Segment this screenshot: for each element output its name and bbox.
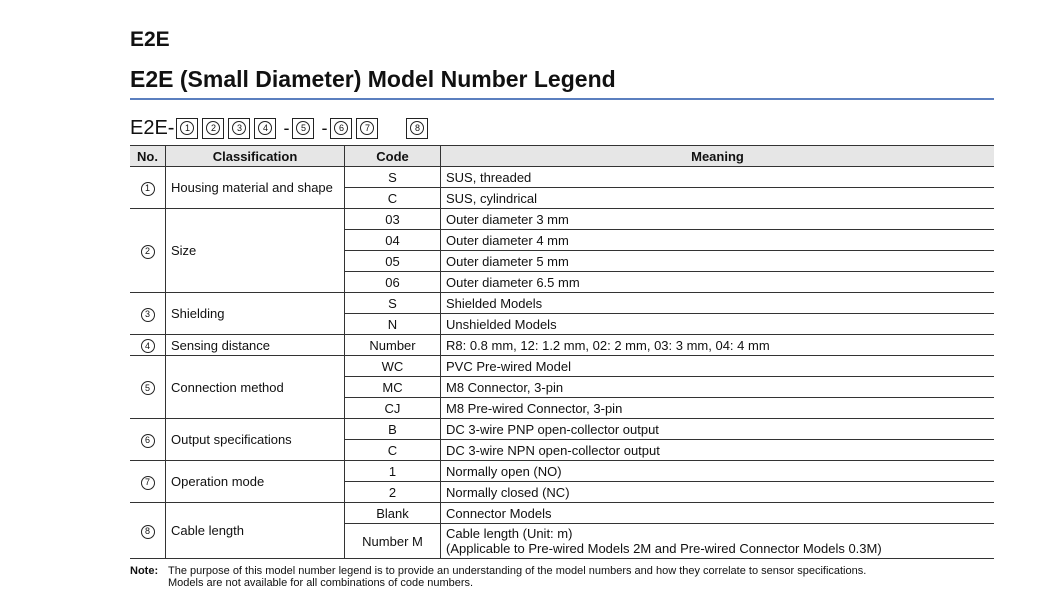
code-cell: 05 xyxy=(345,251,441,272)
meaning-cell: M8 Pre-wired Connector, 3-pin xyxy=(441,398,995,419)
code-cell: Blank xyxy=(345,503,441,524)
meaning-cell: DC 3-wire NPN open-collector output xyxy=(441,440,995,461)
model-prefix: E2E- xyxy=(130,116,175,139)
slot-number: 8 xyxy=(410,121,424,135)
header-meaning: Meaning xyxy=(441,146,995,167)
header-code: Code xyxy=(345,146,441,167)
note-label: Note: xyxy=(130,565,159,577)
code-cell: B xyxy=(345,419,441,440)
meaning-cell: Connector Models xyxy=(441,503,995,524)
model-slot-8 xyxy=(406,118,428,139)
model-slot-1 xyxy=(176,118,198,139)
row-number xyxy=(130,419,166,461)
code-cell: S xyxy=(345,293,441,314)
slot-number: 7 xyxy=(360,121,374,135)
model-slot-6 xyxy=(330,118,352,139)
classification-cell: Size xyxy=(166,209,345,293)
header-no: No. xyxy=(130,146,166,167)
slot-number: 1 xyxy=(180,121,194,135)
slot-number: 6 xyxy=(334,121,348,135)
classification-cell: Shielding xyxy=(166,293,345,335)
table-row xyxy=(130,293,994,314)
table-row xyxy=(130,209,994,230)
meaning-cell: SUS, threaded xyxy=(441,167,995,188)
group-number: 7 xyxy=(141,476,155,490)
table-row xyxy=(130,167,994,188)
code-cell: WC xyxy=(345,356,441,377)
group-number: 8 xyxy=(141,525,155,539)
meaning-subtext: (Applicable to Pre-wired Models 2M and Pre-wired Connector Models 0.3M) xyxy=(446,541,882,556)
table-row xyxy=(130,461,994,482)
meaning-cell: DC 3-wire PNP open-collector output xyxy=(441,419,995,440)
group-number: 6 xyxy=(141,434,155,448)
meaning-cell: Normally open (NO) xyxy=(441,461,995,482)
classification-cell: Cable length xyxy=(166,503,345,559)
group-number: 2 xyxy=(141,245,155,259)
code-cell: N xyxy=(345,314,441,335)
table-row xyxy=(130,419,994,440)
note-text xyxy=(168,565,866,589)
row-number xyxy=(130,461,166,503)
title-divider xyxy=(130,98,994,100)
classification-cell: Operation mode xyxy=(166,461,345,503)
model-separator: - xyxy=(321,117,328,138)
model-number-format xyxy=(130,116,432,140)
note-line-1: The purpose of this model number legend is to provide an understanding of the model numbers and how they correlate to sensor specifications. xyxy=(168,565,867,577)
code-cell: 1 xyxy=(345,461,441,482)
meaning-cell xyxy=(441,524,995,559)
table-header-row xyxy=(130,146,994,167)
meaning-cell: Shielded Models xyxy=(441,293,995,314)
classification-cell: Connection method xyxy=(166,356,345,419)
slot-number: 5 xyxy=(296,121,310,135)
model-separator: - xyxy=(283,117,290,138)
model-legend-table xyxy=(130,145,994,559)
code-cell: Number M xyxy=(345,524,441,559)
slot-number: 3 xyxy=(232,121,246,135)
row-number xyxy=(130,167,166,209)
code-cell: CJ xyxy=(345,398,441,419)
meaning-cell: Outer diameter 3 mm xyxy=(441,209,995,230)
row-number xyxy=(130,293,166,335)
classification-cell: Housing material and shape xyxy=(166,167,345,209)
code-cell: MC xyxy=(345,377,441,398)
meaning-cell: R8: 0.8 mm, 12: 1.2 mm, 02: 2 mm, 03: 3 mm, 04: 4 mm xyxy=(441,335,995,356)
classification-cell: Sensing distance xyxy=(166,335,345,356)
group-number: 3 xyxy=(141,308,155,322)
meaning-cell: PVC Pre-wired Model xyxy=(441,356,995,377)
table-row xyxy=(130,356,994,377)
code-cell: 06 xyxy=(345,272,441,293)
group-number: 4 xyxy=(141,339,155,353)
code-cell: 03 xyxy=(345,209,441,230)
model-slot-4 xyxy=(254,118,276,139)
model-slot-3 xyxy=(228,118,250,139)
meaning-text: Cable length (Unit: m) xyxy=(446,526,573,541)
page-title: E2E (Small Diameter) Model Number Legend xyxy=(130,66,616,92)
footnote xyxy=(130,565,866,589)
group-number: 5 xyxy=(141,381,155,395)
header-classification: Classification xyxy=(166,146,345,167)
meaning-cell: M8 Connector, 3-pin xyxy=(441,377,995,398)
code-cell: Number xyxy=(345,335,441,356)
code-cell: C xyxy=(345,188,441,209)
meaning-cell: Outer diameter 5 mm xyxy=(441,251,995,272)
meaning-cell: Outer diameter 6.5 mm xyxy=(441,272,995,293)
meaning-cell: Unshielded Models xyxy=(441,314,995,335)
model-slot-5 xyxy=(292,118,314,139)
model-slot-2 xyxy=(202,118,224,139)
note-line-2: Models are not available for all combinations of code numbers. xyxy=(168,577,474,589)
table-row xyxy=(130,503,994,524)
meaning-cell: SUS, cylindrical xyxy=(441,188,995,209)
slot-number: 4 xyxy=(258,121,272,135)
code-cell: 04 xyxy=(345,230,441,251)
meaning-cell: Outer diameter 4 mm xyxy=(441,230,995,251)
slot-number: 2 xyxy=(206,121,220,135)
code-cell: 2 xyxy=(345,482,441,503)
model-slot-7 xyxy=(356,118,378,139)
meaning-cell: Normally closed (NC) xyxy=(441,482,995,503)
table-row xyxy=(130,335,994,356)
row-number xyxy=(130,335,166,356)
code-cell: S xyxy=(345,167,441,188)
group-number: 1 xyxy=(141,182,155,196)
row-number xyxy=(130,356,166,419)
series-heading: E2E xyxy=(130,28,170,51)
row-number xyxy=(130,209,166,293)
code-cell: C xyxy=(345,440,441,461)
row-number xyxy=(130,503,166,559)
classification-cell: Output specifications xyxy=(166,419,345,461)
